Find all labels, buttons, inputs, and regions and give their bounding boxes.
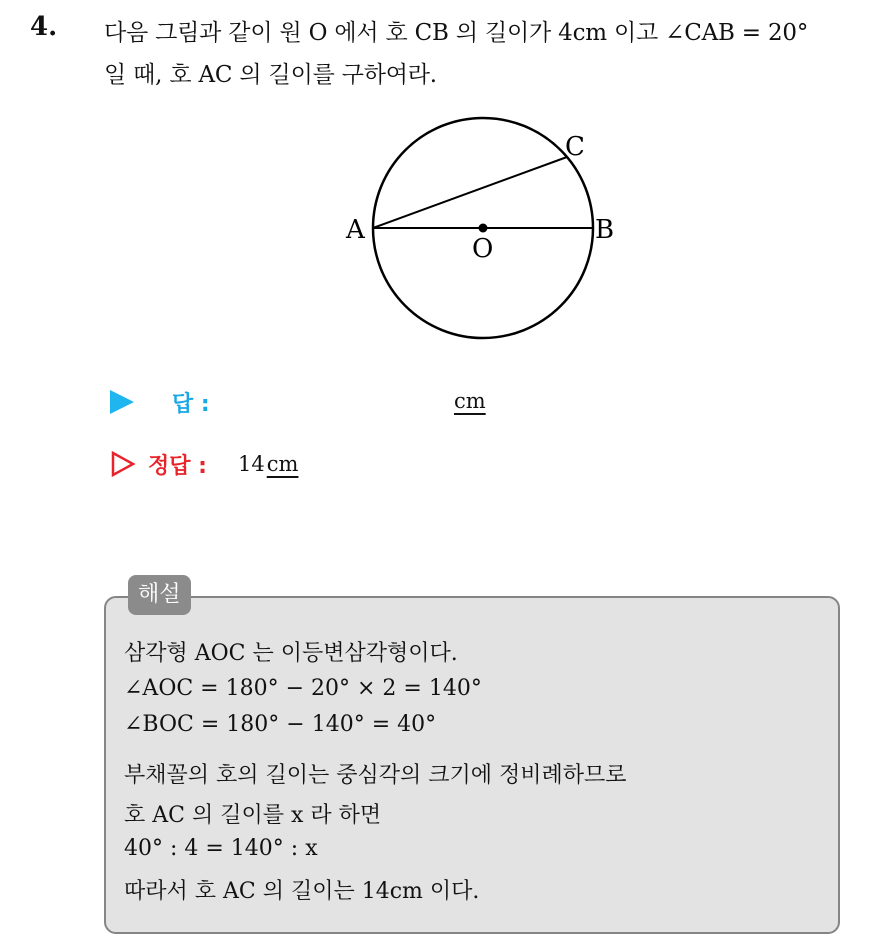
label-o: O xyxy=(472,234,494,264)
circle-diagram xyxy=(330,100,630,350)
solution-line-7: 따라서 호 AC 의 길이는 14cm 이다. xyxy=(124,879,480,904)
correct-answer-value: 14 xyxy=(238,452,265,476)
solution-line-1: 삼각형 AOC 는 이등변삼각형이다. xyxy=(124,641,458,666)
correct-answer-row xyxy=(110,449,530,483)
answer-unit: cm xyxy=(454,389,486,413)
question-text-line-1: 다음 그림과 같이 원 O 에서 호 CB 의 길이가 4cm 이고 ∠CAB = 20° xyxy=(104,20,809,46)
play-triangle-icon xyxy=(110,390,134,414)
solution-line-3: ∠BOC = 180° − 140° = 40° xyxy=(124,712,437,737)
solution-tag: 해설 xyxy=(128,575,191,615)
chord-ac xyxy=(373,157,567,228)
solution-line-5: 호 AC 의 길이를 x 라 하면 xyxy=(124,803,382,828)
correct-answer-label: 정답 : xyxy=(148,454,207,479)
solution-line-4: 부채꼴의 호의 길이는 중심각의 크기에 정비례하므로 xyxy=(124,763,627,788)
answer-label: 답 : xyxy=(172,392,210,417)
correct-answer-value-group xyxy=(238,452,298,476)
answer-row xyxy=(110,387,530,421)
label-b: B xyxy=(595,215,615,245)
outline-triangle-icon xyxy=(110,451,136,477)
label-c: C xyxy=(565,132,585,162)
label-a: A xyxy=(346,215,365,245)
center-point xyxy=(479,224,488,233)
correct-answer-unit: cm xyxy=(266,452,299,476)
solution-line-2: ∠AOC = 180° − 20° × 2 = 140° xyxy=(124,676,482,701)
solution-line-6: 40° : 4 = 140° : x xyxy=(124,836,318,861)
question-text-line-2: 일 때, 호 AC 의 길이를 구하여라. xyxy=(104,62,437,88)
question-number: 4. xyxy=(30,12,58,42)
